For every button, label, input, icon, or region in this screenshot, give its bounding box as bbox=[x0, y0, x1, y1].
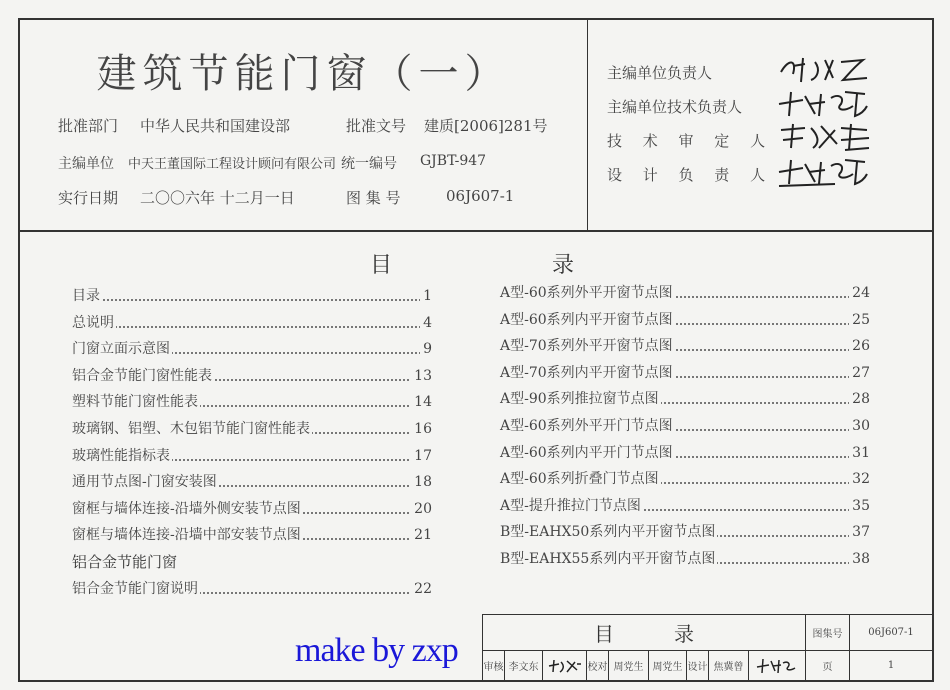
tb-check-sig: 周党生 bbox=[649, 651, 687, 681]
toc-entry-page: 18 bbox=[411, 471, 432, 493]
toc-entry bbox=[72, 551, 432, 573]
toc-entry-page: 22 bbox=[411, 578, 432, 600]
toc-entry-title: A型-60系列外平开门节点图 bbox=[500, 415, 675, 437]
toc-entry-title: A型-60系列内平开窗节点图 bbox=[500, 309, 675, 331]
tb-check-name: 周党生 bbox=[609, 651, 649, 681]
toc-entry-page: 28 bbox=[849, 388, 870, 410]
toc-entry-title: A型-70系列内平开窗节点图 bbox=[500, 362, 675, 384]
tb-page-label: 页 bbox=[806, 651, 850, 681]
toc-entry bbox=[72, 391, 432, 413]
toc-entry-title: B型-EAHX55系列内平开窗节点图 bbox=[500, 548, 717, 570]
toc-entry bbox=[72, 365, 432, 387]
resp-chief-tech: 主编单位技术负责人 bbox=[607, 98, 743, 116]
approval-no-label: 批准文号 bbox=[346, 117, 407, 135]
atlas-no: 06J607-1 bbox=[446, 187, 515, 205]
toc-entry bbox=[72, 418, 432, 440]
toc-entry bbox=[500, 548, 870, 570]
toc-entry-page: 27 bbox=[849, 362, 870, 384]
toc-entry-page: 25 bbox=[849, 309, 870, 331]
tb-heading-right: 录 bbox=[674, 622, 694, 646]
toc-entry-page: 35 bbox=[849, 495, 870, 517]
toc-entry bbox=[500, 495, 870, 517]
tb-review-label: 审核 bbox=[483, 651, 505, 681]
toc-entry-title: 窗框与墙体连接-沿墙中部安装节点图 bbox=[72, 524, 303, 546]
editor-unit: 中天王董国际工程设计顾问有限公司 bbox=[128, 157, 337, 172]
approval-dept: 中华人民共和国建设部 bbox=[140, 117, 291, 135]
toc-entry-title: 门窗立面示意图 bbox=[72, 338, 172, 360]
toc-entry bbox=[500, 442, 870, 464]
tb-atlas-no: 06J607-1 bbox=[850, 615, 933, 651]
toc-entry-title: 目录 bbox=[72, 285, 102, 307]
toc-entry-title: 塑料节能门窗性能表 bbox=[72, 391, 200, 413]
signature-3 bbox=[775, 120, 875, 154]
watermark-text: make by zxp bbox=[295, 632, 458, 669]
toc-entry-page: 30 bbox=[849, 415, 870, 437]
toc-entry bbox=[500, 468, 870, 490]
toc-entry-page: 13 bbox=[411, 365, 432, 387]
toc-entry bbox=[500, 388, 870, 410]
tb-design-signature bbox=[755, 657, 799, 675]
signature-1 bbox=[775, 52, 875, 86]
toc-entry-title: 铝合金节能门窗说明 bbox=[72, 578, 200, 600]
title-block bbox=[482, 614, 934, 682]
toc-entry-page: 1 bbox=[420, 285, 432, 307]
approval-no: 建质[2006]281号 bbox=[424, 117, 548, 135]
toc-entry-title: 窗框与墙体连接-沿墙外侧安装节点图 bbox=[72, 498, 303, 520]
toc-entry bbox=[72, 338, 432, 360]
toc-entry-title: A型-60系列折叠门节点图 bbox=[500, 468, 661, 490]
toc-entry-title: A型-提升推拉门节点图 bbox=[500, 495, 643, 517]
toc-entry bbox=[72, 312, 432, 334]
toc-entry-title: 玻璃钢、铝塑、木包铝节能门窗性能表 bbox=[72, 418, 312, 440]
impl-date: 二〇〇六年 十二月一日 bbox=[140, 189, 295, 207]
signature-2 bbox=[775, 86, 875, 120]
toc-entry-title: 铝合金节能门窗性能表 bbox=[72, 365, 214, 387]
tb-review-sig bbox=[543, 651, 587, 681]
page-title: 建筑节能门窗（一） bbox=[96, 51, 511, 97]
tb-design-label: 设计 bbox=[687, 651, 709, 681]
toc-entry bbox=[72, 578, 432, 600]
toc-entry-title: 通用节点图-门窗安装图 bbox=[72, 471, 219, 493]
tb-design-sig bbox=[749, 651, 806, 681]
approval-dept-label: 批准部门 bbox=[58, 117, 119, 135]
resp-tech-review: 技 术 审 定 人 bbox=[607, 132, 774, 150]
toc-entry bbox=[72, 498, 432, 520]
toc-entry-page: 9 bbox=[420, 338, 432, 360]
toc-entry-page: 20 bbox=[411, 498, 432, 520]
toc-leader-dots bbox=[72, 299, 432, 301]
toc-entry-title: A型-70系列外平开窗节点图 bbox=[500, 335, 675, 357]
title-block-heading bbox=[483, 615, 806, 651]
toc-entry bbox=[72, 445, 432, 467]
toc-entry-page: 24 bbox=[849, 282, 870, 304]
tb-page-no: 1 bbox=[850, 651, 933, 681]
header-info bbox=[20, 20, 588, 230]
toc-entry bbox=[500, 309, 870, 331]
toc-entry-page: 17 bbox=[411, 445, 432, 467]
toc-entry bbox=[500, 335, 870, 357]
toc-entry-title: A型-60系列外平开窗节点图 bbox=[500, 282, 675, 304]
toc-entry bbox=[72, 471, 432, 493]
toc-entry-page: 14 bbox=[411, 391, 432, 413]
tb-review-name: 李文东 bbox=[505, 651, 543, 681]
toc-entry-page: 26 bbox=[849, 335, 870, 357]
toc-entry-page: 16 bbox=[411, 418, 432, 440]
signature-4 bbox=[775, 154, 875, 188]
toc-heading-right: 录 bbox=[552, 253, 575, 278]
tb-design-name: 焦冀曾 bbox=[709, 651, 749, 681]
tb-check-label: 校对 bbox=[587, 651, 609, 681]
toc-entry bbox=[500, 282, 870, 304]
editor-unit-label: 主编单位 bbox=[58, 156, 114, 172]
resp-design: 设 计 负 责 人 bbox=[607, 166, 774, 184]
toc-entry-page: 4 bbox=[420, 312, 432, 334]
toc-entry-page: 38 bbox=[849, 548, 870, 570]
toc-entry-page: 31 bbox=[849, 442, 870, 464]
toc-entry-page: 21 bbox=[411, 524, 432, 546]
atlas-no-label: 图 集 号 bbox=[346, 189, 401, 207]
toc-entry-page: 37 bbox=[849, 521, 870, 543]
toc-entry-title: A型-60系列内平开门节点图 bbox=[500, 442, 675, 464]
toc-entry bbox=[500, 415, 870, 437]
toc-entry bbox=[500, 521, 870, 543]
toc-entry-title: 总说明 bbox=[72, 312, 116, 334]
toc-entry-page: 32 bbox=[849, 468, 870, 490]
toc-entry-title: 玻璃性能指标表 bbox=[72, 445, 172, 467]
tb-review-signature bbox=[547, 658, 583, 674]
toc-entry bbox=[72, 524, 432, 546]
tb-atlas-label: 图集号 bbox=[806, 615, 850, 651]
impl-date-label: 实行日期 bbox=[58, 189, 119, 207]
toc-heading-left: 目 bbox=[370, 253, 393, 278]
unified-no: GJBT-947 bbox=[420, 153, 487, 169]
tb-heading-left: 目 bbox=[594, 622, 614, 646]
resp-chief-unit: 主编单位负责人 bbox=[607, 64, 713, 82]
unified-no-label: 统一编号 bbox=[341, 156, 397, 172]
toc-entry-title: B型-EAHX50系列内平开窗节点图 bbox=[500, 521, 717, 543]
toc-entry-title: A型-90系列推拉窗节点图 bbox=[500, 388, 661, 410]
toc-entry-title: 铝合金节能门窗 bbox=[72, 553, 178, 571]
toc-entry bbox=[72, 285, 432, 307]
toc-entry bbox=[500, 362, 870, 384]
toc-leader-dots bbox=[72, 326, 432, 328]
